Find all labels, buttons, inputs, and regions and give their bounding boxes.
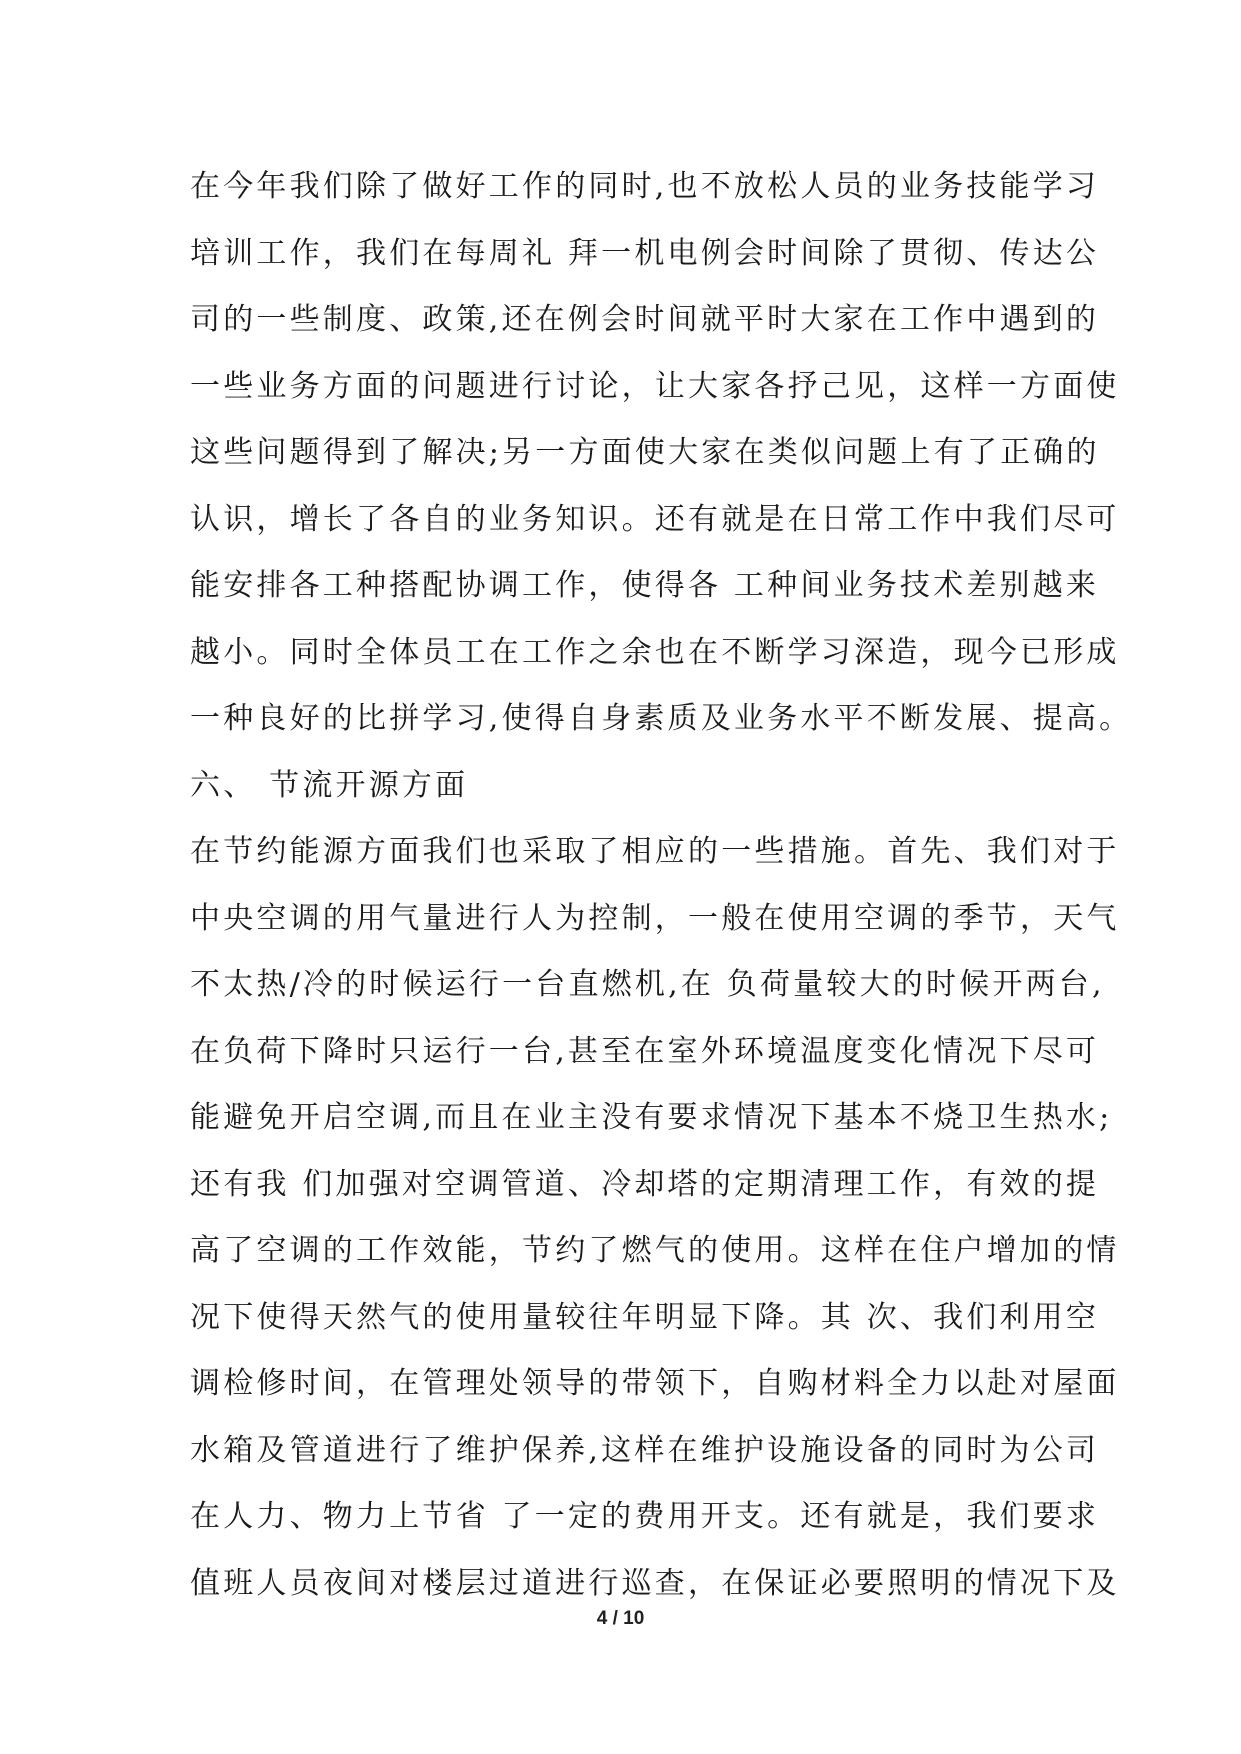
text-line: 在人力、物力上节省 了一定的费用开支。还有就是，我们要求 [190,1499,1100,1534]
text-line: 越小。同时全体员工在工作之余也在不断学习深造，现今已形成 [190,634,1120,670]
text-line: 这些问题得到了解决;另一方面使大家在类似问题上有了正确的 [190,435,1100,470]
text-line: 一种良好的比拼学习,使得自身素质及业务水平不断发展、提高。 [190,701,1133,736]
text-line: 中央空调的用气量进行人为控制，一般在使用空调的季节，天气 [190,900,1120,936]
text-line: 司的一些制度、政策,还在例会时间就平时大家在工作中遇到的 [190,302,1100,337]
text-line: 在今年我们除了做好工作的同时,也不放松人员的业务技能学习 [190,169,1100,204]
text-line: 能避免开启空调,而且在业主没有要求情况下基本不烧卫生热水; [190,1100,1113,1135]
text-line: 认识，增长了各自的业务知识。还有就是在日常工作中我们尽可 [190,501,1120,537]
text-line: 培训工作，我们在每周礼 拜一机电例会时间除了贯彻、传达公 [190,235,1100,271]
text-line: 值班人员夜间对楼层过道进行巡查，在保证必要照明的情况下及 [190,1565,1120,1601]
text-line: 在节约能源方面我们也采取了相应的一些措施。首先、我们对于 [190,834,1120,869]
text-line: 水箱及管道进行了维护保养,这样在维护设施设备的同时为公司 [190,1432,1100,1468]
text-line: 不太热/冷的时候运行一台直燃机,在 负荷量较大的时候开两台, [190,967,1105,1002]
section-heading: 六、 节流开源方面 [190,767,469,803]
body-text [190,154,1133,1617]
text-line: 高了空调的工作效能，节约了燃气的使用。这样在住户增加的情 [190,1233,1120,1268]
text-line: 一些业务方面的问题进行讨论，让大家各抒己见，这样一方面使 [190,368,1120,404]
text-line: 能安排各工种搭配协调工作，使得各 工种间业务技术差别越来 [190,568,1100,603]
text-line: 在负荷下降时只运行一台,甚至在室外环境温度变化情况下尽可 [190,1033,1100,1069]
text-line: 调检修时间，在管理处领导的带领下，自购材料全力以赴对屋面 [190,1366,1120,1401]
text-line: 况下使得天然气的使用量较往年明显下降。其 次、我们利用空 [190,1299,1100,1335]
text-line: 还有我 们加强对空调管道、冷却塔的定期清理工作，有效的提 [190,1166,1100,1202]
page-number: 4 / 10 [596,1608,645,1629]
